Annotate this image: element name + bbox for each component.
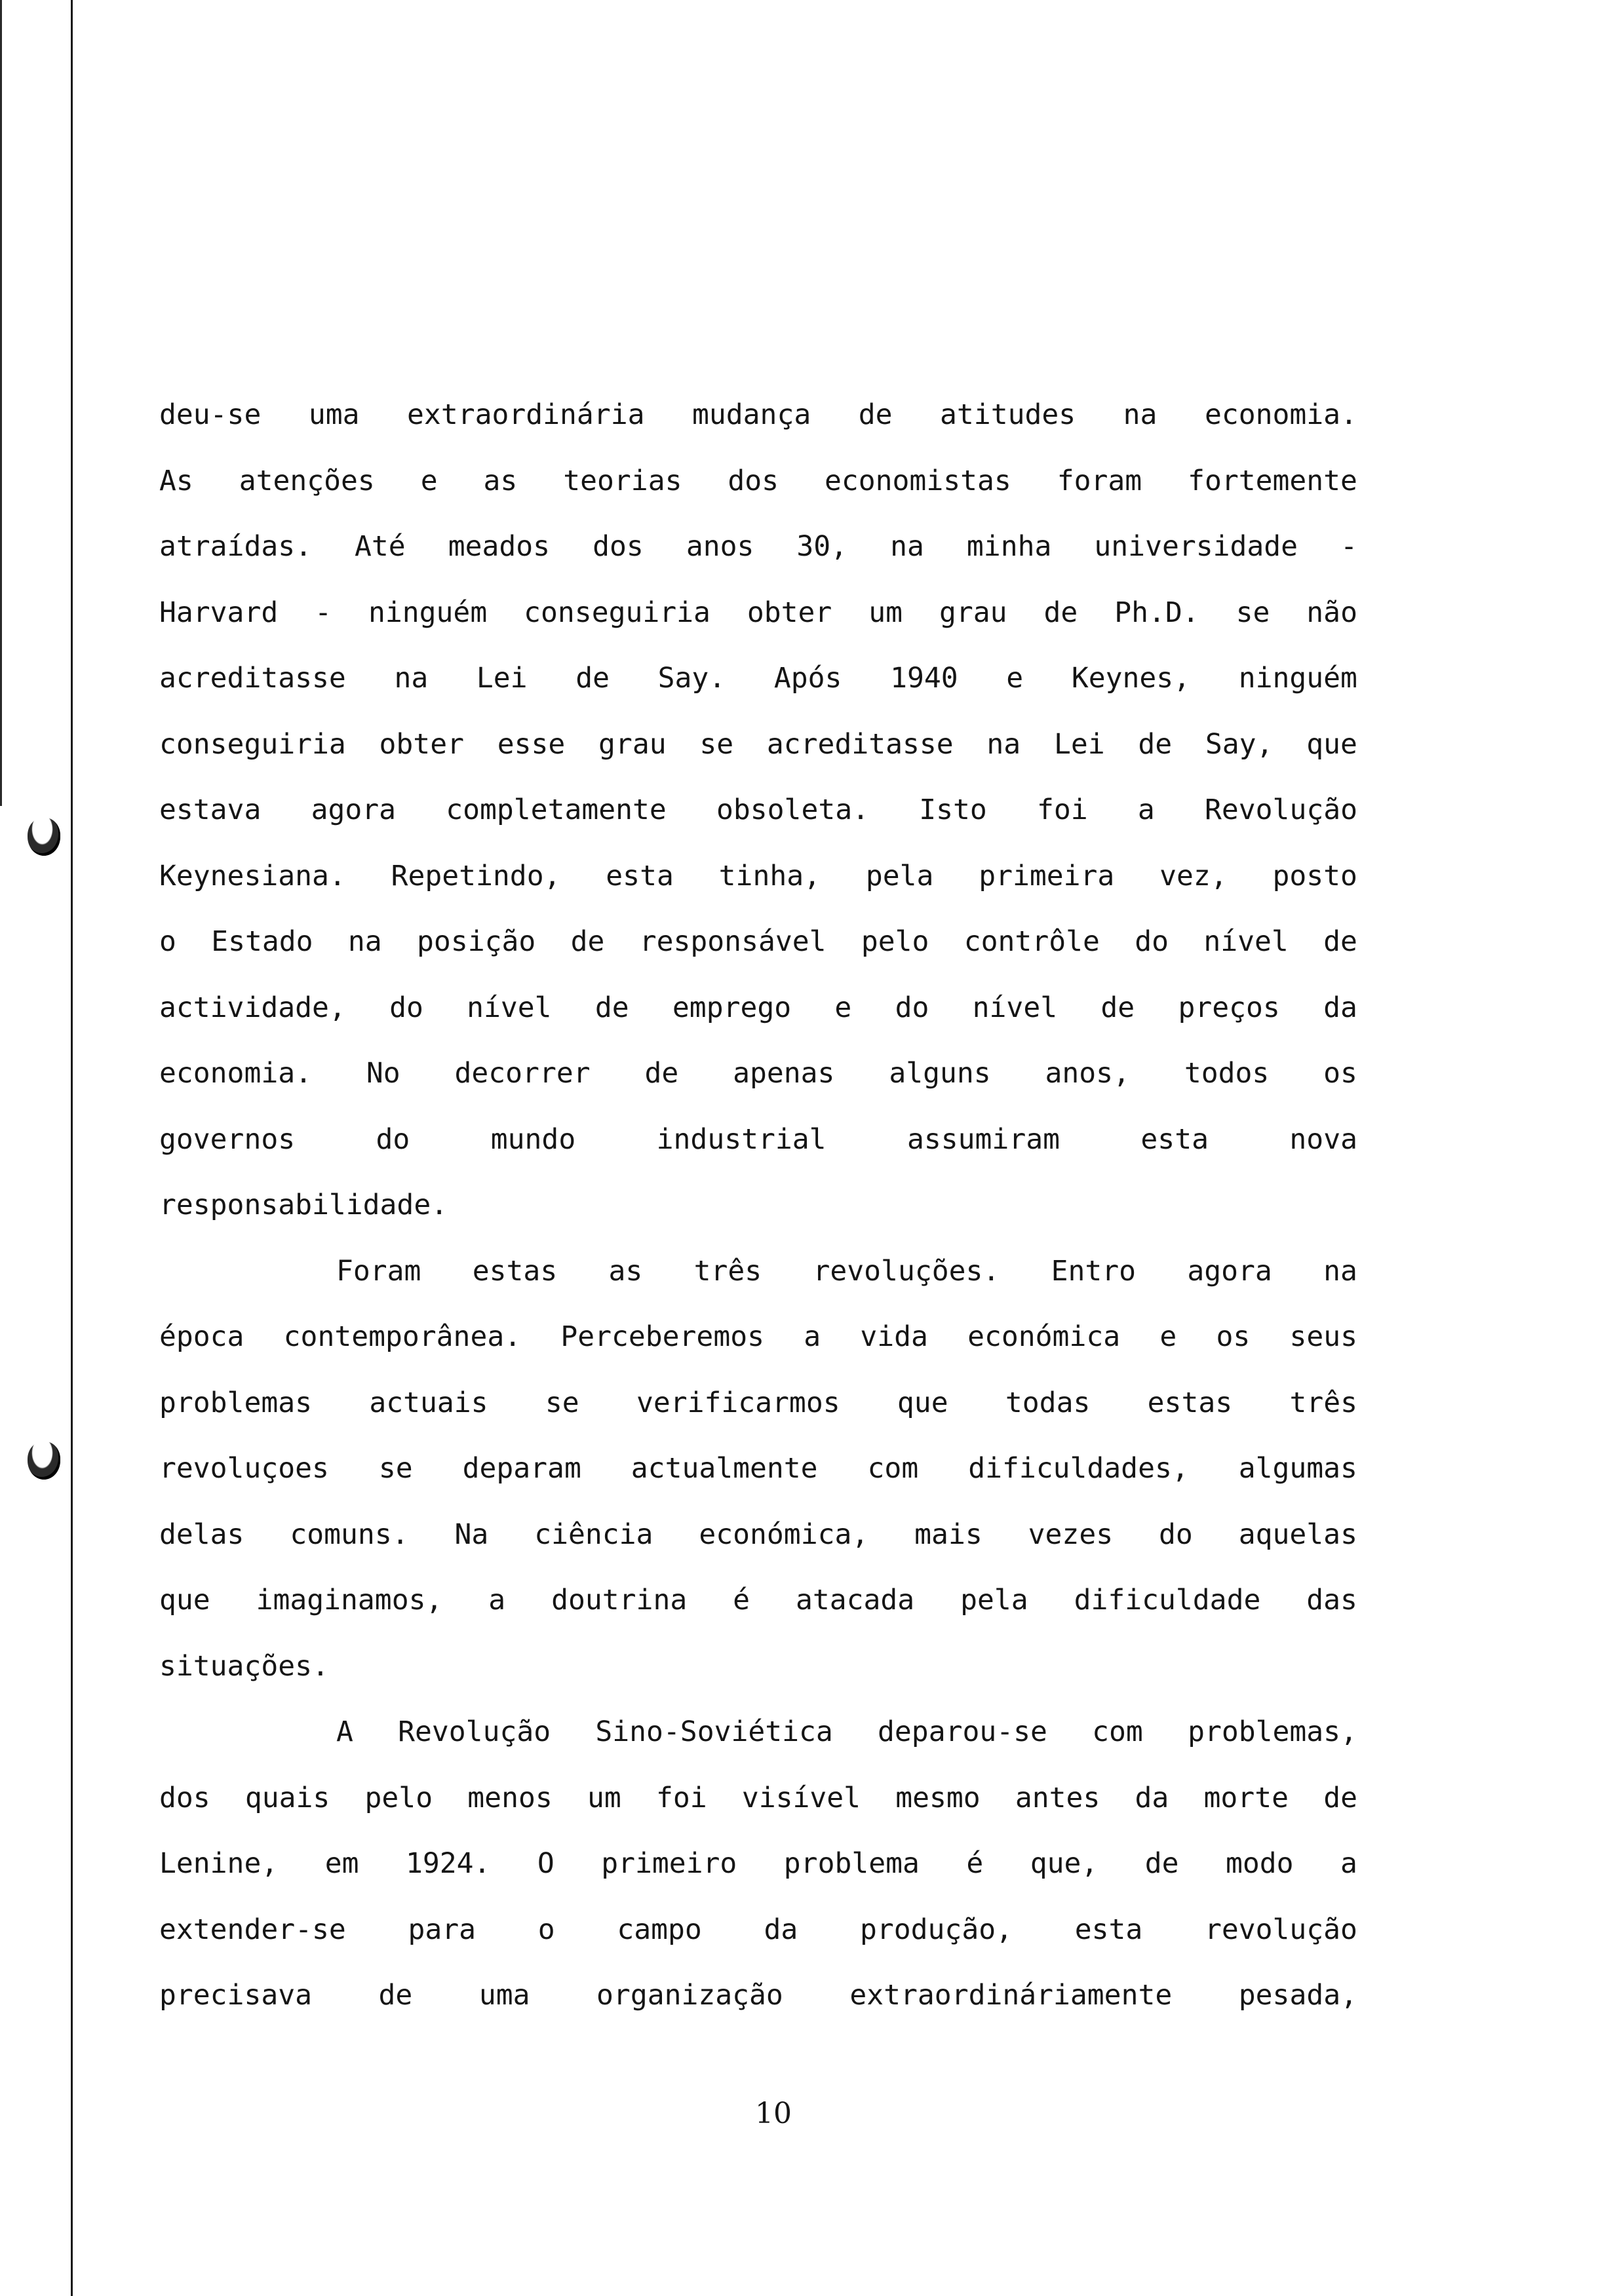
text-line	[159, 1436, 1357, 1502]
word: se	[699, 727, 734, 761]
word: meados	[448, 530, 551, 563]
word: de	[1323, 1781, 1357, 1814]
word: mais	[914, 1518, 983, 1551]
word: época	[159, 1320, 244, 1353]
text-line	[159, 1041, 1357, 1107]
word: Lei	[476, 662, 528, 695]
word: na	[1323, 1254, 1357, 1288]
word: posto	[1272, 859, 1357, 892]
word: com	[867, 1452, 919, 1485]
text-line	[159, 382, 1357, 448]
word: estas	[472, 1254, 558, 1288]
word: de	[1043, 596, 1078, 629]
word: 1940	[890, 662, 958, 695]
word: Sino-Soviética	[595, 1715, 833, 1748]
body-text	[159, 382, 1357, 2029]
word: Estado	[211, 925, 313, 958]
word: três	[693, 1254, 762, 1288]
text-line	[159, 1502, 1357, 1568]
word: a	[488, 1584, 506, 1617]
word: Na	[454, 1518, 489, 1551]
word: posição	[417, 925, 536, 958]
word: contrôle	[963, 925, 1100, 958]
word: não	[1306, 596, 1357, 629]
word: campo	[617, 1913, 702, 1946]
word: Após	[773, 662, 842, 695]
word: Revolução	[1205, 794, 1357, 826]
word: apenas	[733, 1057, 835, 1090]
text-line	[159, 975, 1357, 1041]
word: emprego	[672, 991, 792, 1024]
page-edge-line	[0, 0, 2, 806]
word: estava	[159, 794, 262, 826]
word: pelo	[861, 925, 929, 958]
word: antes	[1015, 1781, 1100, 1814]
word: da	[764, 1913, 798, 1946]
word: Isto	[919, 794, 987, 826]
word: dificuldade	[1074, 1584, 1261, 1617]
word: que	[1306, 727, 1357, 761]
word: foram	[1057, 464, 1142, 497]
word: Lei	[1053, 727, 1105, 761]
word: precisava	[159, 1979, 312, 2012]
word: extraordináriamente	[849, 1979, 1173, 2012]
word: tinha,	[718, 859, 821, 892]
word: deparou-se	[878, 1715, 1047, 1748]
word: problema	[783, 1847, 920, 1880]
word: economia.	[1204, 398, 1357, 431]
word: na	[1123, 398, 1158, 431]
word: dificuldades,	[968, 1452, 1189, 1485]
word: economistas	[824, 464, 1011, 497]
word: do	[389, 991, 423, 1024]
word: dos	[159, 1781, 210, 1814]
word: Say.	[657, 662, 726, 695]
word: e	[420, 464, 438, 497]
word: grau	[598, 727, 667, 761]
word: responsável	[639, 925, 827, 958]
text-line	[159, 1238, 1357, 1305]
word: de	[378, 1979, 413, 2012]
word: os	[1323, 1057, 1357, 1090]
word: actuais	[369, 1386, 488, 1419]
text-line	[159, 1567, 1357, 1634]
text-line	[159, 1765, 1357, 1831]
word: teorias	[563, 464, 682, 497]
word: e	[1159, 1320, 1177, 1353]
word: pela	[960, 1584, 1028, 1617]
word: atacada	[795, 1584, 915, 1617]
text-line	[159, 777, 1357, 843]
word: O	[537, 1847, 555, 1880]
text-line	[159, 514, 1357, 580]
word: algumas	[1238, 1452, 1357, 1485]
word: Harvard	[159, 596, 279, 629]
word: em	[324, 1847, 359, 1880]
word: agora	[1187, 1254, 1272, 1288]
word: as	[608, 1254, 643, 1288]
word: todas	[1005, 1386, 1091, 1419]
word: uma	[478, 1979, 530, 2012]
paragraph	[159, 1699, 1357, 2029]
word: das	[1306, 1584, 1357, 1617]
word: conseguiria	[159, 727, 346, 761]
word: a	[1137, 794, 1155, 826]
word: pela	[865, 859, 934, 892]
word: grau	[939, 596, 1007, 629]
paragraph	[159, 1238, 1357, 1700]
word: completamente	[446, 794, 667, 826]
left-margin-rule	[71, 0, 73, 2296]
text-line	[159, 1634, 1357, 1700]
word: vida	[860, 1320, 928, 1353]
word: 30,	[796, 530, 848, 563]
word: ciência	[534, 1518, 653, 1551]
word: problemas,	[1188, 1715, 1357, 1748]
word: mesmo	[895, 1781, 981, 1814]
word: primeiro	[601, 1847, 737, 1880]
word: situações.	[159, 1649, 329, 1683]
word: conseguiria	[524, 596, 710, 629]
word: do	[376, 1122, 410, 1156]
word: para	[408, 1913, 477, 1946]
word: aquelas	[1238, 1518, 1357, 1551]
word: foi	[655, 1781, 707, 1814]
word: os	[1216, 1320, 1251, 1353]
word: é	[733, 1584, 750, 1617]
word: pelo	[364, 1781, 433, 1814]
text-line	[159, 1107, 1357, 1173]
word: na	[347, 925, 382, 958]
word: da	[1135, 1781, 1169, 1814]
text-line	[159, 1370, 1357, 1436]
word: acreditasse	[766, 727, 954, 761]
word: Foram	[336, 1254, 421, 1288]
word: deparam	[462, 1452, 581, 1485]
word: do	[1159, 1518, 1193, 1551]
word: actividade,	[159, 991, 346, 1024]
word: visível	[741, 1781, 861, 1814]
word: extender-se	[159, 1913, 346, 1946]
word: universidade	[1094, 530, 1298, 563]
word: atraídas.	[159, 530, 312, 563]
text-line	[159, 843, 1357, 909]
word: foi	[1037, 794, 1088, 826]
word: -	[315, 596, 332, 629]
text-line	[159, 1699, 1357, 1765]
word: de	[858, 398, 893, 431]
word: Lenine,	[159, 1847, 279, 1880]
word: quais	[244, 1781, 330, 1814]
word: obter	[747, 596, 832, 629]
word: económica,	[699, 1518, 869, 1551]
word: A	[336, 1715, 353, 1748]
binder-hole-icon	[28, 818, 60, 856]
word: doutrina	[551, 1584, 688, 1617]
word: de	[1144, 1847, 1179, 1880]
word: Say,	[1205, 727, 1274, 761]
word: As	[159, 464, 193, 497]
word: revoluçoes	[159, 1452, 329, 1485]
word: do	[895, 991, 929, 1024]
text-line	[159, 645, 1357, 712]
word: imaginamos,	[256, 1584, 443, 1617]
word: problemas	[159, 1386, 312, 1419]
page-number: 10	[755, 2097, 792, 2130]
word: de	[575, 662, 610, 695]
word: 1924.	[405, 1847, 491, 1880]
word: decorrer	[454, 1057, 591, 1090]
word: obsoleta.	[716, 794, 869, 826]
word: delas	[159, 1518, 244, 1551]
word: produção,	[859, 1913, 1013, 1946]
text-line	[159, 448, 1357, 514]
text-line	[159, 1172, 1357, 1238]
word: Ph.D.	[1114, 596, 1199, 629]
word: Perceberemos	[560, 1320, 764, 1353]
word: esse	[497, 727, 566, 761]
word: dos	[593, 530, 644, 563]
word: deu-se	[159, 398, 262, 431]
word: de	[570, 925, 605, 958]
word: economia.	[159, 1057, 312, 1090]
word: pesada,	[1238, 1979, 1357, 2012]
word: extraordinária	[407, 398, 645, 431]
word: se	[1236, 596, 1270, 629]
word: Keynesiana.	[159, 859, 346, 892]
word: agora	[311, 794, 397, 826]
word: actualmente	[631, 1452, 818, 1485]
word: as	[483, 464, 518, 497]
word: organização	[596, 1979, 783, 2012]
word: preços	[1178, 991, 1280, 1024]
word: Entro	[1051, 1254, 1137, 1288]
word: esta	[606, 859, 674, 892]
word: Revolução	[398, 1715, 551, 1748]
word: estas	[1147, 1386, 1233, 1419]
word: é	[966, 1847, 984, 1880]
word: três	[1289, 1386, 1357, 1419]
word: revoluções.	[813, 1254, 1000, 1288]
paragraph	[159, 382, 1357, 1238]
word: contemporânea.	[283, 1320, 522, 1353]
word: na	[986, 727, 1021, 761]
word: seus	[1289, 1320, 1357, 1353]
word: esta	[1140, 1122, 1209, 1156]
binder-hole-icon	[28, 1442, 60, 1480]
word: revolução	[1204, 1913, 1357, 1946]
word: de	[1100, 991, 1135, 1024]
word: governos	[159, 1122, 296, 1156]
word: a	[1340, 1847, 1357, 1880]
word: nova	[1289, 1122, 1357, 1156]
text-line	[159, 712, 1357, 778]
word: se	[378, 1452, 413, 1485]
word: uma	[308, 398, 360, 431]
word: económica	[967, 1320, 1121, 1353]
word: na	[890, 530, 924, 563]
word: que	[159, 1584, 210, 1617]
word: industrial	[656, 1122, 827, 1156]
word: vez,	[1159, 859, 1228, 892]
word: Keynes,	[1071, 662, 1191, 695]
word: o	[159, 925, 176, 958]
word: de	[644, 1057, 679, 1090]
word: a	[804, 1320, 821, 1353]
word: verificarmos	[636, 1386, 840, 1419]
word: menos	[467, 1781, 553, 1814]
word: que,	[1030, 1847, 1099, 1880]
word: atitudes	[940, 398, 1076, 431]
word: assumiram	[906, 1122, 1060, 1156]
word: mudança	[692, 398, 811, 431]
word: No	[366, 1057, 400, 1090]
word: nível	[1203, 925, 1289, 958]
word: na	[394, 662, 429, 695]
word: todos	[1184, 1057, 1270, 1090]
word: fortemente	[1188, 464, 1357, 497]
word: nível	[467, 991, 552, 1024]
word: vezes	[1028, 1518, 1114, 1551]
word: de	[594, 991, 629, 1024]
word: e	[1006, 662, 1024, 695]
text-line	[159, 1831, 1357, 1897]
word: da	[1323, 991, 1357, 1024]
word: com	[1092, 1715, 1143, 1748]
word: de	[1323, 925, 1357, 958]
word: ninguém	[1238, 662, 1357, 695]
word: minha	[966, 530, 1052, 563]
word: anos	[686, 530, 754, 563]
word: comuns.	[290, 1518, 409, 1551]
word: um	[868, 596, 903, 629]
word: anos,	[1045, 1057, 1130, 1090]
word: responsabilidade.	[159, 1189, 448, 1221]
word: de	[1138, 727, 1173, 761]
text-line	[159, 909, 1357, 975]
word: modo	[1226, 1847, 1294, 1880]
word: -	[1340, 530, 1357, 563]
word: dos	[728, 464, 779, 497]
text-line	[159, 580, 1357, 646]
word: um	[587, 1781, 621, 1814]
word: e	[834, 991, 852, 1024]
text-line	[159, 1962, 1357, 2029]
text-line	[159, 1304, 1357, 1370]
word: do	[1135, 925, 1169, 958]
word: se	[545, 1386, 579, 1419]
word: Repetindo,	[391, 859, 561, 892]
word: nível	[972, 991, 1058, 1024]
word: o	[537, 1913, 555, 1946]
word: ninguém	[368, 596, 488, 629]
word: atenções	[239, 464, 375, 497]
word: Até	[355, 530, 406, 563]
word: primeira	[979, 859, 1115, 892]
word: morte	[1203, 1781, 1289, 1814]
word: alguns	[889, 1057, 991, 1090]
word: esta	[1074, 1913, 1143, 1946]
word: obter	[379, 727, 464, 761]
word: acreditasse	[159, 662, 346, 695]
word: que	[897, 1386, 948, 1419]
text-line	[159, 1897, 1357, 1963]
word: mundo	[490, 1122, 576, 1156]
